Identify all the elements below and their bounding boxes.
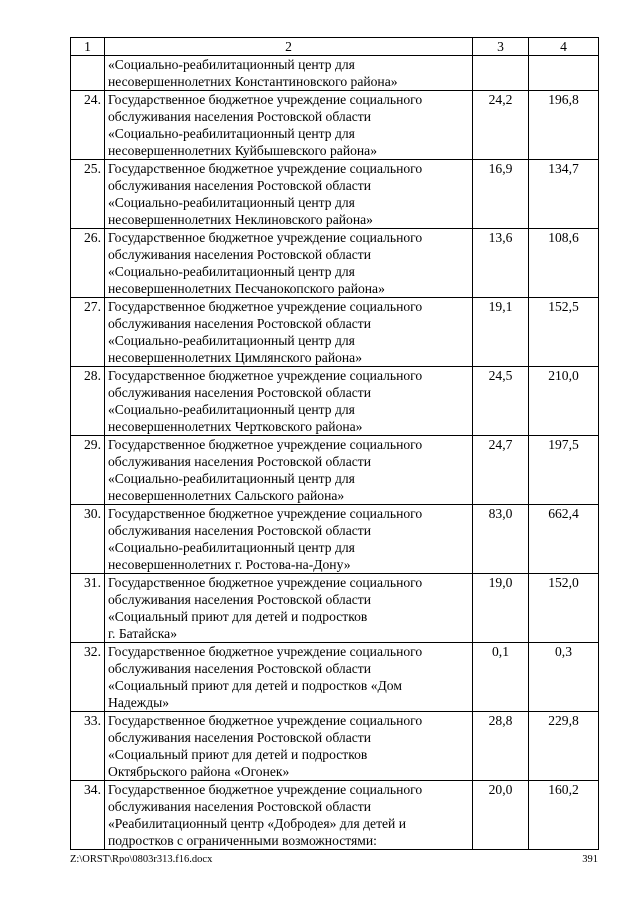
institution-name [105,712,473,781]
budget-table [70,37,599,850]
text-line: «Социально-реабилитационный центр для [108,195,355,210]
value-col-4: 662,4 [529,505,599,574]
row-number: 31. [71,574,105,643]
text-line: г. Батайска» [108,626,178,641]
text-line: Государственное бюджетное учреждение социального [108,782,423,797]
continuation-text [105,56,473,91]
value-col-3: 24,5 [473,367,529,436]
table-row [71,160,599,229]
page-footer [70,854,598,865]
row-number: 24. [71,91,105,160]
table-row [71,91,599,160]
text-line: обслуживания населения Ростовской области [108,661,371,676]
row-number: 34. [71,781,105,850]
table-row [71,298,599,367]
text-line: обслуживания населения Ростовской области [108,316,371,331]
text-line: несовершеннолетних Неклиновского района» [108,212,373,227]
text-line: несовершеннолетних Сальского района» [108,488,345,503]
value-col-3: 0,1 [473,643,529,712]
row-number: 29. [71,436,105,505]
text-line: обслуживания населения Ростовской области [108,178,371,193]
text-line: «Социально-реабилитационный центр для [108,264,355,279]
institution-name [105,643,473,712]
table-row [71,505,599,574]
text-line: несовершеннолетних Цимлянского района» [108,350,363,365]
header-col-4: 4 [529,38,599,56]
text-line: обслуживания населения Ростовской области [108,592,371,607]
text-line: Государственное бюджетное учреждение социального [108,437,423,452]
text-line: «Социальный приют для детей и подростков «Дом [108,678,402,693]
value-col-4: 0,3 [529,643,599,712]
header-col-3: 3 [473,38,529,56]
page-number: 391 [582,854,598,865]
text-line: «Реабилитационный центр «Добродея» для детей и [108,816,406,831]
text-line: обслуживания населения Ростовской области [108,730,371,745]
text-line: несовершеннолетних Константиновского района» [108,74,398,89]
value-col-4: 197,5 [529,436,599,505]
text-line: обслуживания населения Ростовской области [108,109,371,124]
institution-name [105,505,473,574]
text-line: обслуживания населения Ростовской области [108,454,371,469]
text-line: «Социально-реабилитационный центр для [108,126,355,141]
institution-name [105,160,473,229]
institution-name [105,574,473,643]
institution-name [105,781,473,850]
value-col-3: 19,1 [473,298,529,367]
text-line: обслуживания населения Ростовской области [108,523,371,538]
text-line: обслуживания населения Ростовской области [108,799,371,814]
value-col-4: 229,8 [529,712,599,781]
institution-name [105,436,473,505]
text-line: несовершеннолетних г. Ростова-на-Дону» [108,557,351,572]
text-line: несовершеннолетних Куйбышевского района» [108,143,378,158]
value-col-4: 196,8 [529,91,599,160]
header-col-2: 2 [105,38,473,56]
row-number: 30. [71,505,105,574]
table-row [71,367,599,436]
table-row [71,712,599,781]
text-line: Государственное бюджетное учреждение социального [108,506,423,521]
table-row [71,574,599,643]
text-line: «Социально-реабилитационный центр для [108,57,355,72]
text-line: «Социально-реабилитационный центр для [108,540,355,555]
row-number: 26. [71,229,105,298]
text-line: несовершеннолетних Чертковского района» [108,419,363,434]
value-col-4: 152,0 [529,574,599,643]
continuation-c4 [529,56,599,91]
text-line: подростков с ограниченными возможностями: [108,833,377,848]
table-row [71,229,599,298]
continuation-row [71,56,599,91]
value-col-3: 20,0 [473,781,529,850]
continuation-num [71,56,105,91]
value-col-4: 108,6 [529,229,599,298]
table-row [71,781,599,850]
table-row [71,643,599,712]
text-line: Государственное бюджетное учреждение социального [108,161,423,176]
text-line: Государственное бюджетное учреждение социального [108,368,423,383]
value-col-3: 28,8 [473,712,529,781]
text-line: обслуживания населения Ростовской области [108,385,371,400]
value-col-3: 24,7 [473,436,529,505]
row-number: 28. [71,367,105,436]
text-line: «Социальный приют для детей и подростков [108,609,368,624]
value-col-4: 152,5 [529,298,599,367]
text-line: Октябрьского района «Огонек» [108,764,290,779]
file-path: Z:\ORST\Rpo\0803r313.f16.docx [70,854,213,865]
text-line: «Социальный приют для детей и подростков [108,747,368,762]
value-col-3: 19,0 [473,574,529,643]
institution-name [105,367,473,436]
text-line: Государственное бюджетное учреждение социального [108,299,423,314]
text-line: несовершеннолетних Песчанокопского района» [108,281,385,296]
text-line: Государственное бюджетное учреждение социального [108,713,423,728]
value-col-4: 210,0 [529,367,599,436]
value-col-3: 83,0 [473,505,529,574]
text-line: Государственное бюджетное учреждение социального [108,230,423,245]
header-col-1: 1 [71,38,105,56]
table-row [71,436,599,505]
row-number: 27. [71,298,105,367]
row-number: 32. [71,643,105,712]
text-line: Надежды» [108,695,170,710]
row-number: 25. [71,160,105,229]
institution-name [105,298,473,367]
value-col-3: 24,2 [473,91,529,160]
value-col-4: 134,7 [529,160,599,229]
text-line: Государственное бюджетное учреждение социального [108,92,423,107]
text-line: «Социально-реабилитационный центр для [108,333,355,348]
text-line: Государственное бюджетное учреждение социального [108,644,423,659]
row-number: 33. [71,712,105,781]
institution-name [105,91,473,160]
text-line: обслуживания населения Ростовской области [108,247,371,262]
text-line: «Социально-реабилитационный центр для [108,402,355,417]
value-col-3: 13,6 [473,229,529,298]
table-header-row [71,38,599,56]
continuation-c3 [473,56,529,91]
text-line: Государственное бюджетное учреждение социального [108,575,423,590]
value-col-3: 16,9 [473,160,529,229]
value-col-4: 160,2 [529,781,599,850]
text-line: «Социально-реабилитационный центр для [108,471,355,486]
institution-name [105,229,473,298]
